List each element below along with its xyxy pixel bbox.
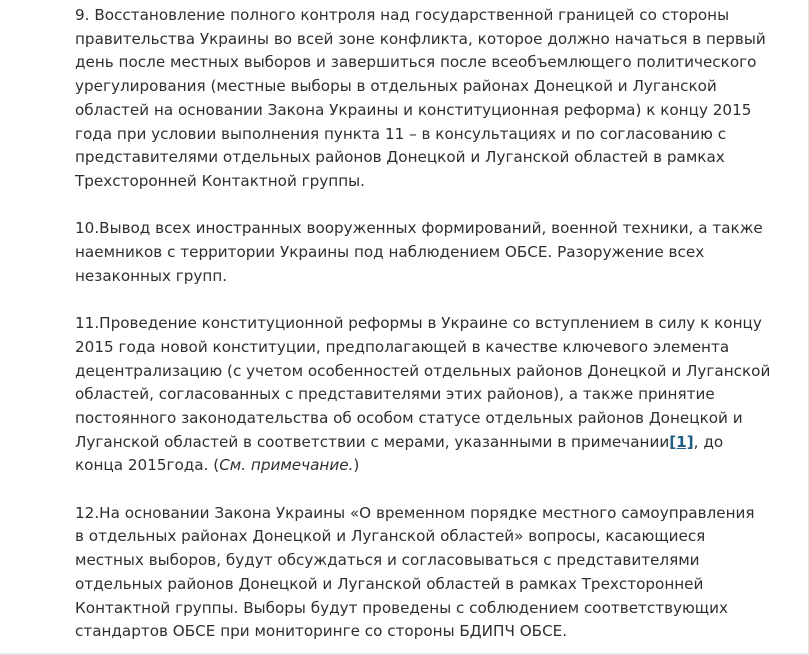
text-segment: ) — [353, 456, 360, 475]
text-line: 12.На основании Закона Украины «О временном порядке местного самоуправления — [75, 503, 755, 522]
text-line: областей, согласованных с представителями этих районов), а также принятие — [75, 385, 715, 404]
text-line: 9. Восстановление полного контроля над государственной границей со стороны — [75, 6, 730, 24]
text-line: день после местных выборов и завершиться после всеобъемлющего политического — [75, 53, 757, 72]
text-line: представителями отдельных районов Донецкой и Луганской областей в рамках — [75, 148, 725, 167]
see-note-italic: См. примечание. — [219, 456, 354, 475]
text-line: правительства Украины во всей зоне конфликта, которое должно начаться в первый — [75, 29, 766, 48]
footnote-link[interactable]: [1] — [669, 432, 694, 451]
text-line: 11.Проведение конституционной реформы в Украине со вступлением в силу к концу — [75, 314, 762, 333]
text-line: 10.Вывод всех иностранных вооруженных формирований, военной техники, а также — [75, 219, 763, 238]
text-line: 2015 года новой конституции, предполагающей в качестве ключевого элемента — [75, 337, 730, 356]
text-line: стандартов ОБСЕ при мониторинге со стороны БДИПЧ ОБСЕ. — [75, 622, 568, 641]
paragraph-10 — [75, 217, 763, 288]
text-line: урегулирования (местные выборы в отдельных районах Донецкой и Луганской — [75, 77, 717, 96]
text-line: Контактной группы. Выборы будут проведены с соблюдением соответствующих — [75, 598, 728, 617]
text-line: года при условии выполнения пункта 11 – в консультациях и по согласованию с — [75, 124, 727, 143]
text-segment: конца 2015года. ( — [75, 456, 220, 475]
text-line: в отдельных районах Донецкой и Луганской областей» вопросы, касающиеся — [75, 527, 706, 546]
text-line: незаконных групп. — [75, 266, 228, 285]
text-line: Трехсторонней Контактной группы. — [75, 171, 365, 190]
article-body — [75, 4, 771, 655]
paragraph-11 — [75, 312, 771, 478]
text-line: децентрализацию (с учетом особенностей отдельных районов Донецкой и Луганской — [75, 361, 771, 380]
text-segment: , до — [693, 432, 724, 451]
text-line: наемников с территории Украины под наблюдением ОБСЕ. Разоружение всех — [75, 243, 705, 262]
paragraph-9 — [75, 4, 766, 194]
text-line: областей на основании Закона Украины и конституционная реформа) к концу 2015 — [75, 100, 752, 119]
text-line: постоянного законодательства об особом статусе отдельных районов Донецкой и — [75, 408, 743, 427]
text-line-with-note — [75, 454, 735, 478]
paragraph-12 — [75, 502, 755, 644]
text-line-with-footnote — [75, 431, 735, 455]
text-segment: Луганской областей в соответствии с мерами, указанными в примечании — [75, 432, 670, 451]
text-line: местных выборов, будут обсуждаться и согласовываться с представителями — [75, 551, 700, 570]
text-line: отдельных районов Донецкой и Луганской областей в рамках Трехсторонней — [75, 574, 704, 593]
